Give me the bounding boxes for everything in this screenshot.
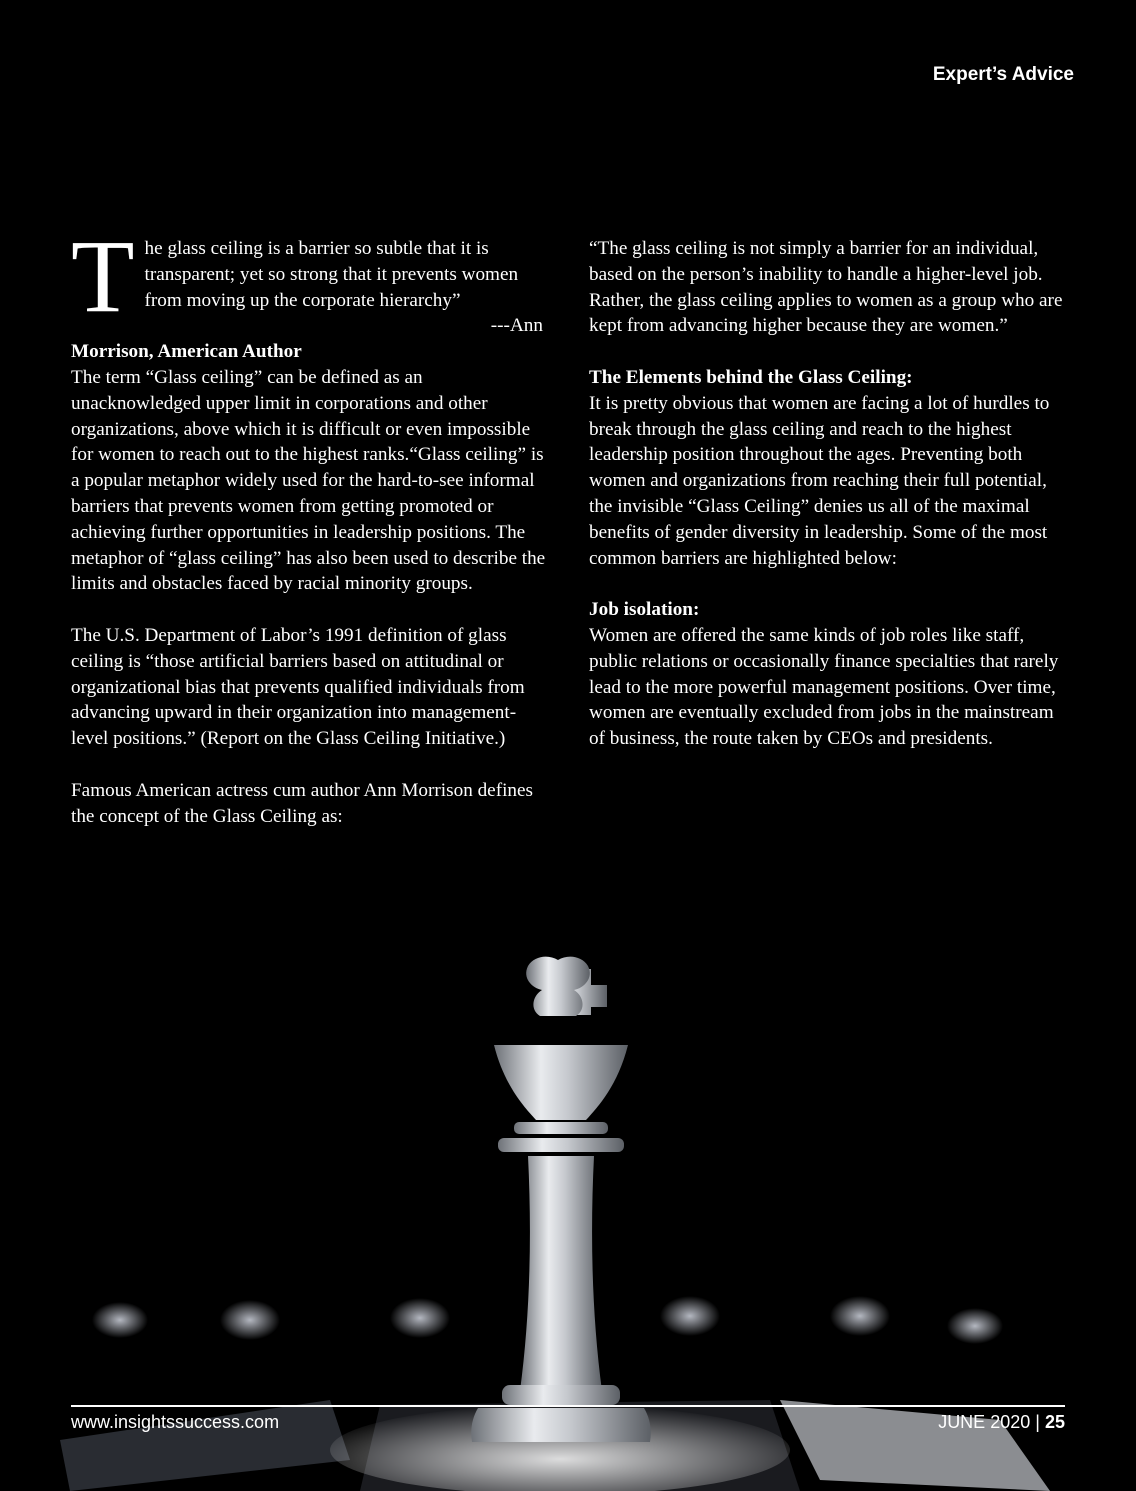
chess-king-image: [0, 880, 1136, 1491]
blurred-pawn: [220, 1300, 280, 1340]
blurred-pawn: [947, 1308, 1003, 1344]
blurred-pawn: [660, 1296, 720, 1336]
right-column: [589, 236, 1069, 752]
page-number: 25: [1044, 1412, 1065, 1432]
footer-rule: [71, 1405, 1065, 1407]
subheading: The Elements behind the Glass Ceiling:: [589, 366, 913, 388]
left-column: [71, 219, 549, 829]
blurred-pawn: [92, 1302, 148, 1338]
paragraph: The term “Glass ceiling” can be defined as an unacknowledged upper limit in corporations and other organizations, above which it is difficult or even impossible for women to reach out to the highest ranks.“Glass ceiling” is a popular metaphor widely used for the hard-to-see informal barriers that prevents women from getting promoted or achieving further opportunities in leadership positions. The metaphor of “glass ceiling” has also been used to describe the limits and obstacles faced by racial minority groups.: [71, 366, 546, 595]
subheading: Job isolation:: [589, 599, 700, 621]
paragraph: Women are offered the same kinds of job roles like staff, public relations or occasionally finance specialties that rarely lead to the more powerful management positions. Over time, women are eventually excluded from jobs in the mainstream of business, the route taken by CEOs and presidents.: [589, 624, 1059, 750]
website-link[interactable]: www.insightssuccess.com: [71, 1412, 280, 1432]
drop-cap: T: [71, 219, 135, 334]
blurred-pawn: [390, 1298, 450, 1338]
blurred-pawn: [830, 1296, 890, 1336]
attribution-line: ---Ann: [490, 315, 543, 337]
separator: |: [1035, 1412, 1040, 1432]
paragraph: The U.S. Department of Labor’s 1991 definition of glass ceiling is “those artificial barriers based on attitudinal or organizational bias that prevents qualified individuals from advancing upward in their organization into management-level positions.” (Report on the Glass Ceiling Initiative.): [71, 624, 525, 750]
issue-date: JUNE 2020: [938, 1412, 1031, 1432]
attribution-name: Morrison, American Author: [71, 341, 302, 363]
quote-text: he glass ceiling is a barrier so subtle that it is transparent; yet so strong that it prevents women from moving up the corporate hierarchy”: [144, 238, 519, 311]
paragraph: Famous American actress cum author Ann Morrison defines the concept of the Glass Ceiling as:: [71, 779, 533, 827]
page-info: [938, 1412, 1065, 1433]
paragraph: It is pretty obvious that women are facing a lot of hurdles to break through the glass ceiling and reach to the highest leadership position throughout the ages. Preventing both women and organizations from reaching their full potential, the invisible “Glass Ceiling” denies us all of the maximal benefits of gender diversity in leadership. Some of the most common barriers are highlighted below:: [589, 392, 1050, 569]
king-piece: [471, 957, 651, 1442]
section-label: Expert’s Advice: [932, 64, 1074, 85]
paragraph: “The glass ceiling is not simply a barrier for an individual, based on the person’s inability to handle a higher-level job. Rather, the glass ceiling applies to women as a group who are kept from advancing higher because they are women.”: [589, 238, 1063, 337]
